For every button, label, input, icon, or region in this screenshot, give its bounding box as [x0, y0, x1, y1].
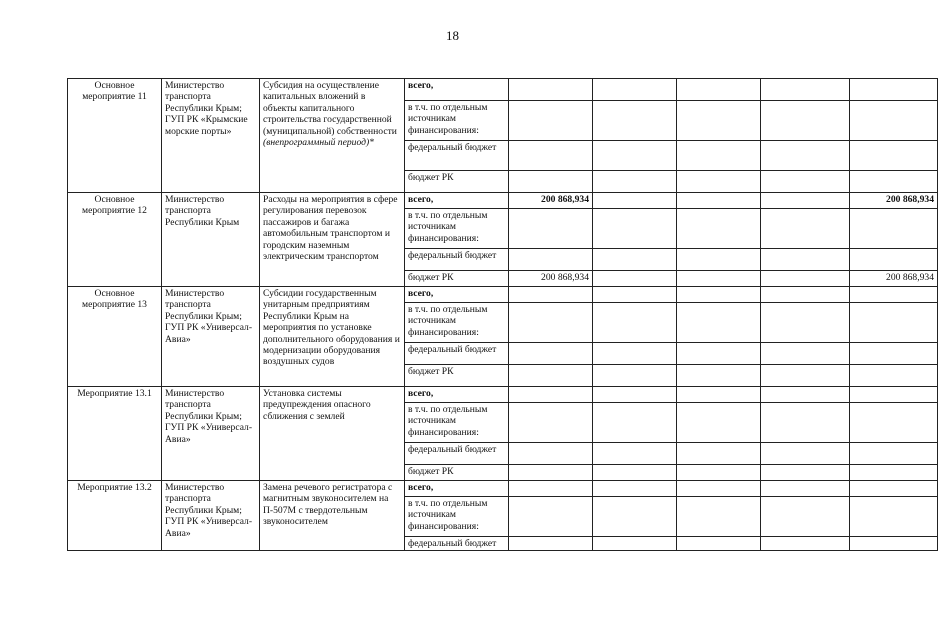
source-incl: в т.ч. по отдельным источникам финансирования: [405, 497, 509, 537]
source-total: всего, [405, 387, 509, 403]
source-incl: в т.ч. по отдельным источникам финансирования: [405, 101, 509, 141]
executor-cell: Министерство транспорта Республики Крым; ГУП РК «Универсал-Авиа» [162, 287, 260, 387]
event-cell: Основное мероприятие 12 [68, 193, 162, 287]
executor-cell: Министерство транспорта Республики Крым; ГУП РК «Универсал-Авиа» [162, 387, 260, 481]
source-rk: бюджет РК [405, 171, 509, 193]
source-total: всего, [405, 287, 509, 303]
table-row [68, 287, 938, 303]
table-row [68, 79, 938, 101]
source-incl: в т.ч. по отдельным источникам финансирования: [405, 303, 509, 343]
source-incl: в т.ч. по отдельным источникам финансирования: [405, 209, 509, 249]
event-cell: Мероприятие 13.1 [68, 387, 162, 481]
table-row [68, 481, 938, 497]
value-cell: 200 868,934 [850, 193, 938, 209]
event-cell: Основное мероприятие 13 [68, 287, 162, 387]
table-row [68, 387, 938, 403]
executor-cell: Министерство транспорта Республики Крым [162, 193, 260, 287]
source-total: всего, [405, 79, 509, 101]
source-federal: федеральный бюджет [405, 249, 509, 271]
budget-table [67, 78, 938, 551]
event-name-cell: Установка системы предупреждения опасного сближения с землей [260, 387, 405, 481]
event-note: (внепрограммный период)* [263, 137, 374, 149]
table-row [68, 193, 938, 209]
executor-cell: Министерство транспорта Республики Крым; ГУП РК «Крымские морские порты» [162, 79, 260, 193]
event-cell: Мероприятие 13.2 [68, 481, 162, 551]
event-name-cell: Замена речевого регистратора с магнитным звуконосителем на П-507М с твердотельным звуконосителем [260, 481, 405, 551]
event-name-cell: Расходы на мероприятия в сфере регулирования перевозок пассажиров и багажа автомобильным транспортом и городским наземным электрическим транспортом [260, 193, 405, 287]
event-name-cell: Субсидии государственным унитарным предприятиям Республики Крым на мероприятия по установке дополнительного оборудования и модернизации оборудования воздушных судов [260, 287, 405, 387]
event-name-cell [260, 79, 405, 193]
value-cell: 200 868,934 [850, 271, 938, 287]
source-incl: в т.ч. по отдельным источникам финансирования: [405, 403, 509, 443]
executor-cell: Министерство транспорта Республики Крым; ГУП РК «Универсал-Авиа» [162, 481, 260, 551]
source-total: всего, [405, 193, 509, 209]
source-federal-partial: федеральный бюджет [405, 537, 509, 551]
source-federal: федеральный бюджет [405, 443, 509, 465]
event-cell: Основное мероприятие 11 [68, 79, 162, 193]
event-name-text: Субсидия на осуществление капитальных вложений в объекты капитального строительства государственной (муниципальной) собственности [263, 80, 397, 137]
value-cell: 200 868,934 [509, 271, 593, 287]
source-federal: федеральный бюджет [405, 141, 509, 171]
source-rk: бюджет РК [405, 465, 509, 481]
source-rk: бюджет РК [405, 365, 509, 387]
value-cell: 200 868,934 [509, 193, 593, 209]
page-number: 18 [446, 28, 459, 43]
source-total: всего, [405, 481, 509, 497]
source-federal: федеральный бюджет [405, 343, 509, 365]
source-rk: бюджет РК [405, 271, 509, 287]
